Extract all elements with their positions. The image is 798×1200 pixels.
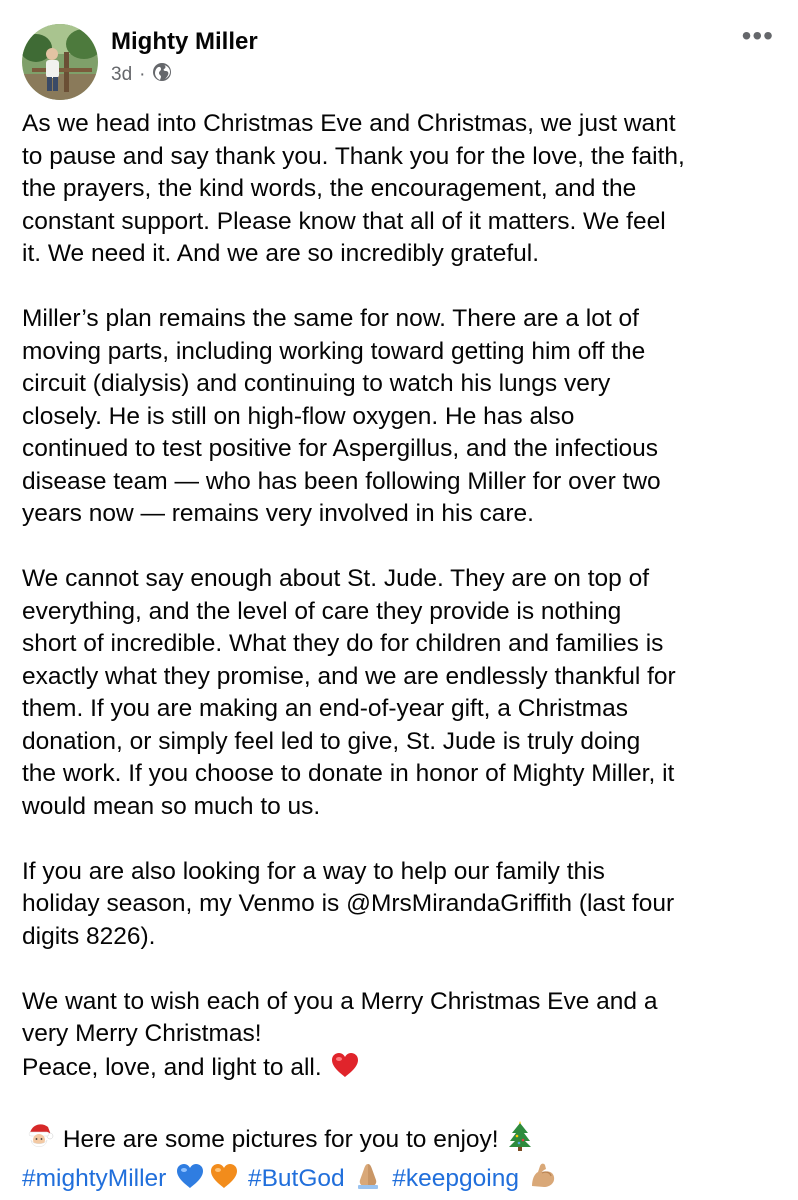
text-line: the work. If you choose to donate in honor of Mighty Miller, it [22,760,675,787]
text-line: We want to wish each of you a Merry Christmas Eve and a [22,987,658,1015]
hashtags-line [22,1160,784,1200]
text-line: them. If you are making an end-of-year gift, a Christmas [22,695,628,722]
text-line: closely. He is still on high-flow oxygen. He has also [22,402,575,430]
text-line: moving parts, including working toward getting him off the [22,337,646,365]
meta-separator: · [139,64,146,85]
paragraph-4 [22,856,784,954]
post-body [22,108,784,1200]
pictures-line [22,1121,784,1161]
globe-icon [152,62,172,88]
text-line: circuit (dialysis) and continuing to watch his lungs very [22,370,611,397]
text-line: Here are some pictures for you to enjoy! [62,1125,499,1153]
post-meta [111,62,172,88]
text-line: Miller’s plan remains the same for now. There are a lot of [22,305,639,332]
text-line: would mean so much to us. [22,792,321,820]
text-line: short of incredible. What they do for children and families is [22,630,664,657]
text-line: donation, or simply feel led to give, St. Jude is truly doing [22,727,641,755]
christmas-tree-icon [507,1121,533,1161]
orange-heart-icon [209,1162,239,1200]
hashtag-mightymiller[interactable]: #mightyMiller [22,1165,167,1192]
text-line: Peace, love, and light to all. [22,1053,322,1081]
flexed-bicep-icon [528,1160,558,1200]
text-line: years now — remains very involved in his care. [22,500,534,527]
author-name[interactable]: Mighty Miller [111,28,258,55]
text-line: everything, and the level of care they provide is nothing [22,597,622,625]
text-line: it. We need it. And we are so incredibly grateful. [22,240,540,267]
text-line: If you are also looking for a way to help our family this [22,857,605,885]
text-line: As we head into Christmas Eve and Christmas, we just want [22,110,676,137]
blue-heart-icon [175,1162,205,1200]
more-options-button[interactable]: ••• [741,20,774,51]
avatar[interactable] [22,24,98,100]
text-line: continued to test positive for Aspergillus, and the infectious [22,435,659,462]
santa-icon [24,1121,54,1161]
post-header [0,0,798,110]
hashtag-keepgoing[interactable]: #keepgoing [392,1165,519,1192]
hashtag-butgod[interactable]: #ButGod [247,1165,345,1192]
paragraph-5 [22,986,784,1089]
paragraph-1 [22,108,784,271]
closing-line [22,1051,784,1089]
text-line: constant support. Please know that all of it matters. We feel [22,207,666,235]
text-line: very Merry Christmas! [22,1020,262,1047]
folded-hands-icon [353,1160,383,1200]
paragraph-2 [22,303,784,531]
paragraph-6 [22,1121,784,1200]
text-line: We cannot say enough about St. Jude. They are on top of [22,565,649,592]
text-line: disease team — who has been following Miller for over two [22,467,661,495]
paragraph-3 [22,563,784,823]
text-line: to pause and say thank you. Thank you for the love, the faith, [22,142,685,170]
text-line: exactly what they promise, and we are endlessly thankful for [22,662,676,690]
text-line: digits 8226). [22,922,156,950]
text-line: the prayers, the kind words, the encouragement, and the [22,175,637,202]
text-line: holiday season, my Venmo is @MrsMirandaGriffith (last four [22,890,675,917]
red-heart-icon [330,1051,360,1089]
post-timestamp[interactable]: 3d [111,64,133,85]
